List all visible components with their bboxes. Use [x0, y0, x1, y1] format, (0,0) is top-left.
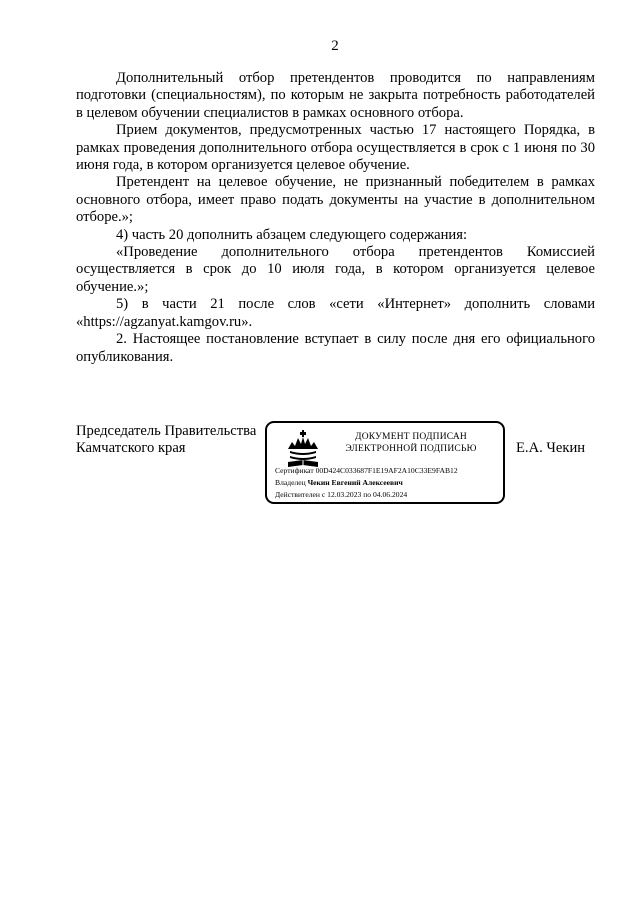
paragraph-commission-deadline: «Проведение дополнительного отбора претендентов Комиссией осуществляется в срок до 10 июля года, в котором организуется целевое обучение.»; [76, 244, 595, 295]
stamp-certificate-row [275, 466, 458, 476]
kamchatka-emblem-icon [284, 429, 322, 469]
paragraph-applicant-right: Претендент на целевое обучение, не признанный победителем в рамках основного отбора, имеет право подать документы на участие в дополнительном отборе.»; [76, 174, 595, 226]
signatory-position [76, 423, 256, 458]
signatory-position-line1: Председатель Правительства [76, 423, 257, 439]
stamp-owner-row [275, 478, 403, 488]
valid-from: 12.03.2023 [327, 490, 362, 499]
paragraph-additional-selection: Дополнительный отбор претендентов проводится по направлениям подготовки (специальностям), по которым не закрыта потребность работодателей в целевом обучении специалистов в рамках основного отбора. [76, 70, 595, 121]
paragraph-document-intake: Прием документов, предусмотренных частью 17 настоящего Порядка, в рамках проведения дополнительного отбора осуществляется в срок с 1 июня по 30 июня года, в котором организуется целевое обучение. [76, 122, 595, 174]
valid-to: 04.06.2024 [373, 490, 408, 499]
paragraph-item-4: 4) часть 20 дополнить абзацем следующего содержания: [116, 226, 468, 243]
page-number: 2 [331, 38, 339, 54]
paragraph-entry-into-force: 2. Настоящее постановление вступает в силу после дня его официального опубликования. [76, 331, 595, 365]
stamp-title [321, 432, 501, 455]
stamp-title-line2: ЭЛЕКТРОННОЙ ПОДПИСЬЮ [345, 443, 477, 454]
signatory-position-line2: Камчатского края [76, 440, 186, 457]
certificate-value: 00D424C033687F1E19AF2A10C33E9FAB12 [315, 466, 458, 475]
electronic-signature-stamp [265, 421, 505, 504]
stamp-validity-row [275, 490, 407, 500]
valid-to-label: по [363, 490, 372, 499]
document-body [76, 70, 595, 366]
owner-value: Чекин Евгений Алексеевич [307, 478, 403, 487]
signatory-name: Е.А. Чекин [516, 440, 586, 456]
stamp-title-line1: ДОКУМЕНТ ПОДПИСАН [355, 432, 467, 442]
certificate-label: Сертификат [275, 466, 314, 475]
owner-label: Владелец [275, 478, 306, 487]
valid-label: Действителен с [275, 490, 326, 499]
paragraph-item-5: 5) в части 21 после слов «сети «Интернет» дополнить словами «https://agzanyat.kamgov.ru». [76, 296, 595, 330]
